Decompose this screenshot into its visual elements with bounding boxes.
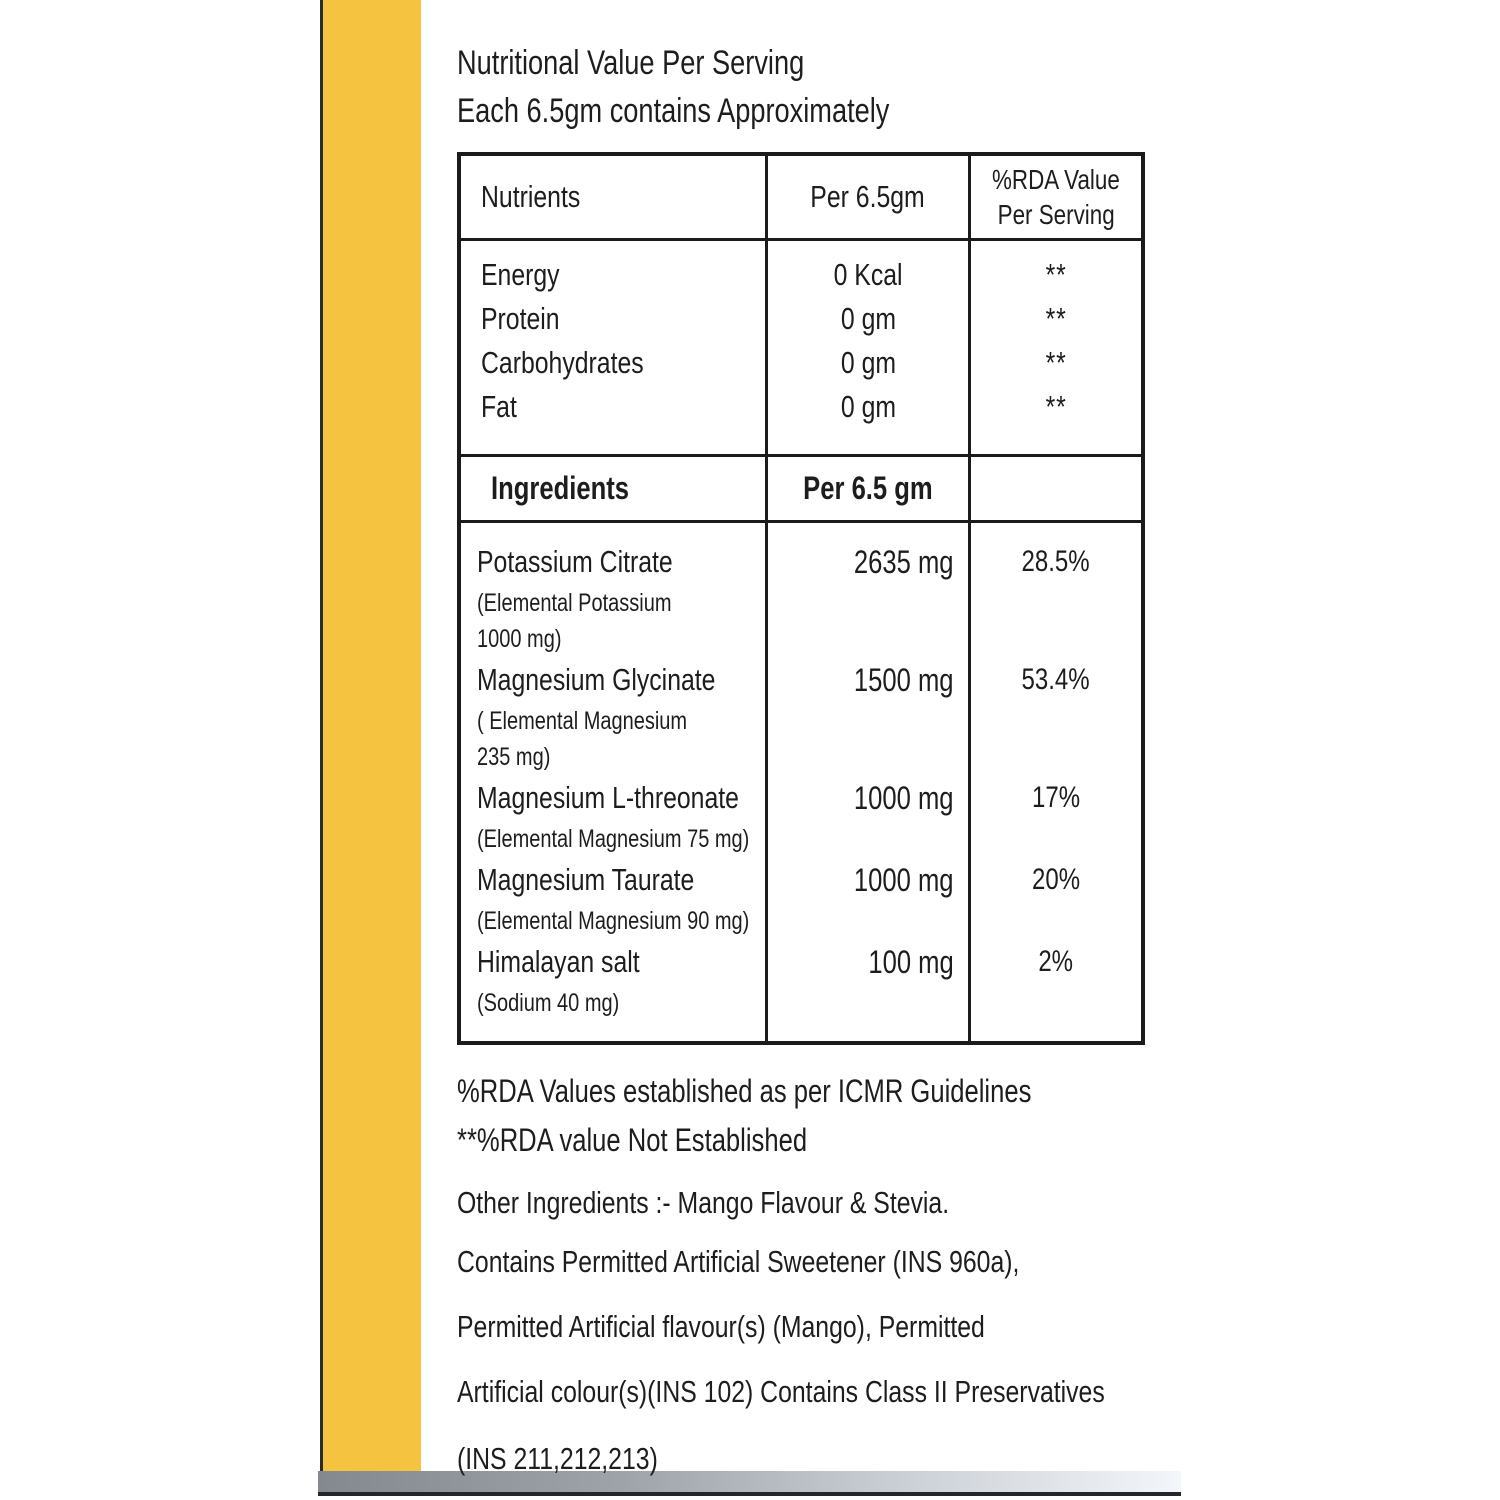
- ingredient-subnote: [477, 985, 765, 1021]
- nutrient-rda-text: **: [1045, 301, 1067, 336]
- nutrient-value: [765, 385, 968, 429]
- ingredient-subnote: [477, 821, 765, 857]
- ingredient-name-text: Himalayan salt: [477, 944, 640, 979]
- nutrient-name: [461, 341, 765, 385]
- ingredient-rda-text: 53.4%: [1021, 663, 1091, 696]
- column-header-rda-line1: %RDA Value: [992, 164, 1120, 195]
- ingredient-subnote-text: ( Elemental Magnesium: [477, 707, 688, 735]
- ingredient-name-cell: [461, 857, 765, 939]
- spacer: [461, 429, 765, 457]
- ingredient-rda-text: 20%: [1031, 863, 1081, 896]
- ingredient-value-text: 1500 mg: [854, 662, 954, 698]
- other-ingredients-text: Other Ingredients :- Mango Flavour & Stevia.: [457, 1185, 950, 1220]
- ingredient-rda: [968, 939, 1141, 1021]
- artificial-flavour-line: [457, 1309, 1147, 1345]
- spacer: [968, 1021, 1141, 1041]
- ingredient-name-text: Magnesium Glycinate: [477, 662, 716, 697]
- ingredient-subnote-text: 235 mg): [477, 743, 551, 771]
- ingredient-subnote: [477, 585, 765, 621]
- nutrient-rda-text: **: [1045, 345, 1067, 380]
- preservatives-ins-text: (INS 211,212,213): [457, 1441, 658, 1476]
- ingredient-value-text: 2635 mg: [854, 544, 954, 580]
- rda-established-note-text: %RDA Values established as per ICMR Guidelines: [457, 1073, 1032, 1109]
- nutrient-value-text: 0 gm: [840, 301, 896, 336]
- spacer: [968, 241, 1141, 253]
- ingredient-value: [765, 857, 968, 939]
- ingredient-subnote-text: (Elemental Magnesium 75 mg): [477, 825, 750, 853]
- ingredient-name: [477, 657, 765, 703]
- rda-not-established-note-text: **%RDA value Not Established: [457, 1122, 808, 1158]
- ingredient-rda: [968, 857, 1141, 939]
- column-header-per-serving: [765, 156, 968, 241]
- ingredient-name: [477, 939, 765, 985]
- ingredients-per-header-text: Per 6.5 gm: [803, 470, 933, 506]
- spacer: [968, 523, 1141, 539]
- column-header-per-serving-text: Per 6.5gm: [810, 179, 926, 214]
- label-content: [457, 0, 1147, 1477]
- ingredient-name-text: Magnesium L-threonate: [477, 780, 739, 815]
- ingredient-subnote-text: (Elemental Magnesium 90 mg): [477, 907, 750, 935]
- nutrient-rda: [968, 253, 1141, 297]
- ingredient-rda-text: 2%: [1038, 945, 1074, 978]
- nutrient-name-text: Energy: [481, 257, 560, 292]
- nutrition-table: [457, 152, 1145, 1045]
- ingredients-header: [461, 457, 765, 523]
- ingredient-value-text: 1000 mg: [854, 780, 954, 816]
- ingredients-per-header: [765, 457, 968, 523]
- ingredient-name-cell: [461, 939, 765, 1021]
- spacer: [968, 429, 1141, 457]
- nutrient-value-text: 0 gm: [840, 389, 896, 424]
- spacer: [461, 1021, 765, 1041]
- column-header-nutrients: [461, 156, 765, 241]
- nutrient-name: [461, 297, 765, 341]
- nutrient-rda: [968, 297, 1141, 341]
- ingredient-name: [477, 775, 765, 821]
- ingredient-subnote: [477, 739, 765, 775]
- ingredient-name-text: Magnesium Taurate: [477, 862, 695, 897]
- ingredient-name-cell: [461, 657, 765, 775]
- nutrient-rda-text: **: [1045, 257, 1067, 292]
- other-ingredients-line: [457, 1185, 1147, 1221]
- preservatives-ins-line: [457, 1441, 1147, 1477]
- ingredient-value-text: 100 mg: [868, 944, 954, 980]
- nutrient-value-text: 0 Kcal: [833, 257, 903, 292]
- spacer: [765, 241, 968, 253]
- ingredient-subnote-text: (Elemental Potassium: [477, 589, 672, 617]
- nutrient-value: [765, 341, 968, 385]
- artificial-flavour-text: Permitted Artificial flavour(s) (Mango), Permitted: [457, 1309, 985, 1344]
- ingredient-name-cell: [461, 775, 765, 857]
- rda-established-note: [457, 1071, 1147, 1111]
- nutrient-rda: [968, 385, 1141, 429]
- ingredient-value-text: 1000 mg: [854, 862, 954, 898]
- ingredient-value: [765, 539, 968, 657]
- column-header-rda: [968, 156, 1141, 241]
- spacer: [765, 1021, 968, 1041]
- nutrient-value-text: 0 gm: [840, 345, 896, 380]
- ingredient-name: [477, 857, 765, 903]
- ingredient-subnote: [477, 703, 765, 739]
- nutrient-value: [765, 253, 968, 297]
- artificial-colour-line: [457, 1374, 1147, 1410]
- nutrient-name-text: Protein: [481, 301, 560, 336]
- label-title: [457, 40, 1147, 86]
- nutrient-name: [461, 385, 765, 429]
- ingredient-rda-text: 28.5%: [1021, 545, 1091, 578]
- ingredient-value: [765, 775, 968, 857]
- ingredient-subnote: [477, 903, 765, 939]
- artificial-colour-text: Artificial colour(s)(INS 102) Contains Class II Preservatives: [457, 1374, 1105, 1409]
- spacer: [765, 429, 968, 457]
- contains-sweetener-line: [457, 1244, 1147, 1280]
- ingredient-rda: [968, 775, 1141, 857]
- ingredient-rda-text: 17%: [1031, 781, 1081, 814]
- ingredient-subnote: [477, 621, 765, 657]
- ingredient-value: [765, 939, 968, 1021]
- ingredient-name: [477, 539, 765, 585]
- label-title-text: Nutritional Value Per Serving: [457, 44, 805, 82]
- label-footnotes: [457, 1071, 1147, 1477]
- column-header-rda-line2: Per Serving: [997, 199, 1115, 230]
- ingredient-value: [765, 657, 968, 775]
- rda-not-established-note: [457, 1120, 1147, 1160]
- column-header-nutrients-text: Nutrients: [481, 179, 581, 214]
- ingredient-subnote-text: (Sodium 40 mg): [477, 989, 620, 1017]
- ingredient-name-cell: [461, 539, 765, 657]
- spacer: [461, 241, 765, 253]
- ingredient-subnote-text: 1000 mg): [477, 625, 562, 653]
- ingredient-rda: [968, 657, 1141, 775]
- nutrient-rda: [968, 341, 1141, 385]
- nutrient-rda-text: **: [1045, 389, 1067, 424]
- nutrient-name-text: Fat: [481, 389, 517, 424]
- ingredient-rda: [968, 539, 1141, 657]
- label-subtitle: [457, 86, 1147, 136]
- spacer: [765, 523, 968, 539]
- yellow-stripe: [320, 0, 421, 1472]
- nutrient-value: [765, 297, 968, 341]
- spacer: [461, 523, 765, 539]
- ingredients-rda-header-empty: [968, 457, 1141, 523]
- ingredients-header-text: Ingredients: [491, 470, 629, 506]
- label-subtitle-text: Each 6.5gm contains Approximately: [457, 92, 890, 130]
- nutrient-name-text: Carbohydrates: [481, 345, 644, 380]
- ingredient-name-text: Potassium Citrate: [477, 544, 673, 579]
- nutrient-name: [461, 253, 765, 297]
- contains-sweetener-text: Contains Permitted Artificial Sweetener (INS 960a),: [457, 1244, 1020, 1279]
